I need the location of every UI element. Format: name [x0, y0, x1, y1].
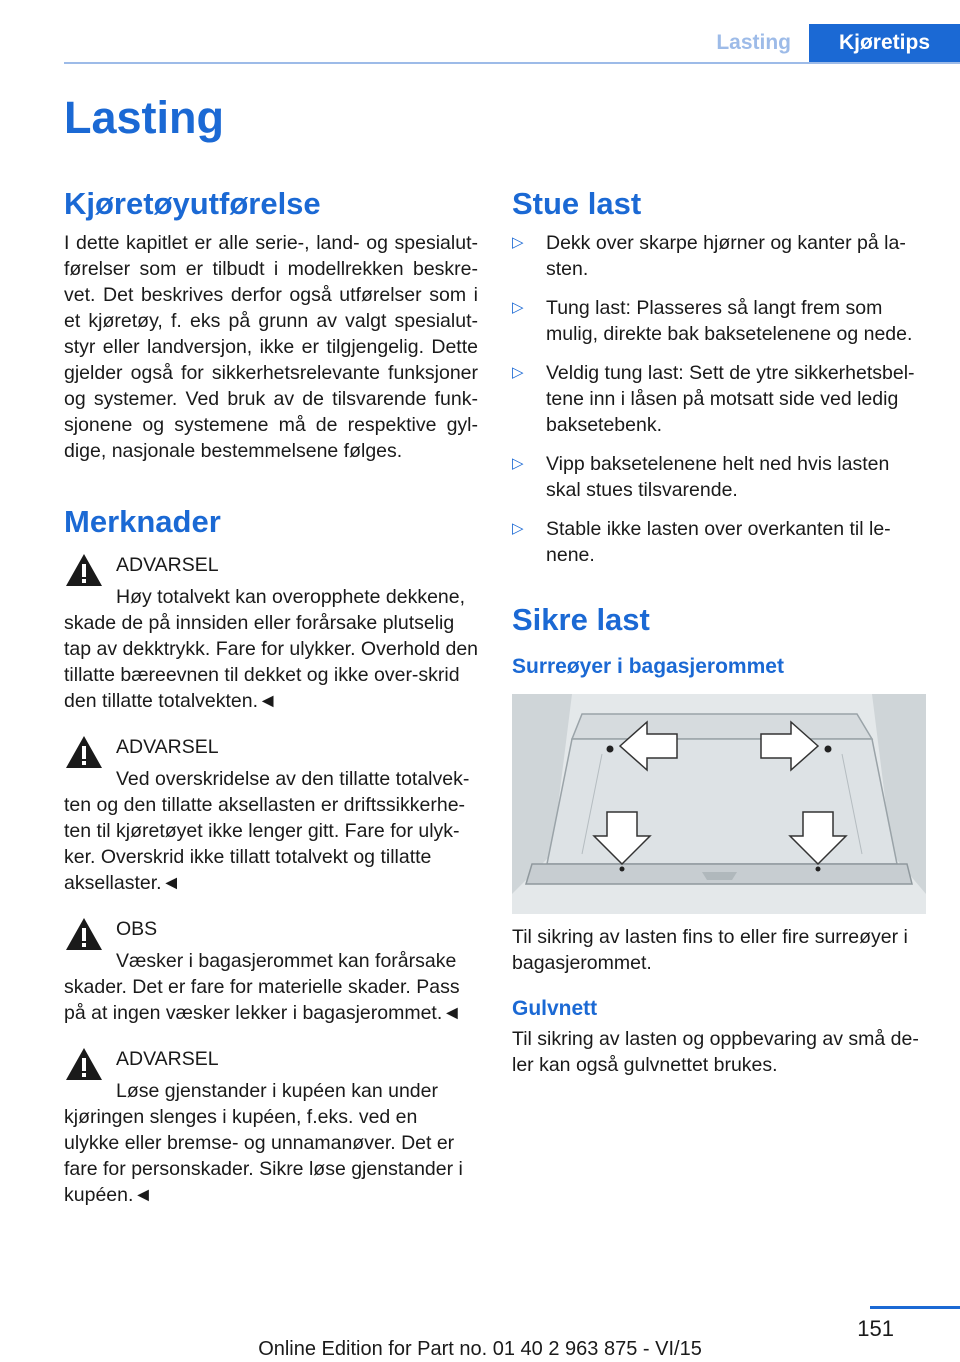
list-item-text: Veldig tung last: Sett de ytre sikkerhetsbel-tene inn i låsen på motsatt side ved ledig baksetebenk.	[546, 362, 915, 436]
left-column	[64, 186, 478, 1228]
warning-label: ADVARSEL	[116, 736, 219, 758]
warning-triangle-icon	[64, 552, 104, 588]
tab-kjoretips[interactable]: Kjøretips	[809, 24, 960, 62]
footer-divider	[870, 1306, 960, 1309]
page-number: 151	[857, 1316, 894, 1341]
warning-label: ADVARSEL	[116, 1048, 219, 1070]
bullet-triangle-icon: ▷	[512, 364, 524, 381]
warning-label: OBS	[116, 918, 158, 940]
warning-text: Løse gjenstander i kupéen kan under kjøringen slenges i kupéen, f.eks. ved en ulykke eller bremse- og unnamanøver. Det er fare for personskader. Sikre løse gjenstander i kupéen.◄	[64, 1080, 463, 1206]
warning-block-1	[64, 552, 478, 714]
section-text-kjoretoyutforelse: I dette kapitlet er alle serie-, land- og spesialut-førelser som er tilbudt i modellrekken beskre-vet. Det beskrives derfor også utførelser som i et kjøretøy, f. eks på grunn av valgt spesialut-styr eller landversjon, ikke er tilgjengelig. Dette gjelder også for sikkerhetsrelevante funksjoner og systemer. Ved bruk av de tilsvarende funk-sjonene og systemene må de respektive gyl-dige, nasjonale bestemmelsene følges.	[64, 232, 478, 462]
trunk-illustration	[512, 694, 926, 914]
subheading-surreoyer: Surreøyer i bagasjerommet	[512, 655, 784, 678]
warning-text: Høy totalvekt kan overopphete dekkene, skade de på innsiden eller forårsake plutselig tap av dekktrykk. Fare for ulykker. Overhold den tillatte bæreevnen til dekket og ikke over-skrid den tillatte totalvekten.◄	[64, 586, 479, 712]
warning-block-3	[64, 916, 478, 1026]
list-item-text: Vipp baksetelenene helt ned hvis lasten skal stues tilsvarende.	[546, 453, 890, 501]
section-heading-stue-last: Stue last	[512, 186, 642, 221]
section-heading-sikre-last: Sikre last	[512, 602, 650, 637]
subheading-gulvnett: Gulvnett	[512, 997, 598, 1020]
bullet-triangle-icon: ▷	[512, 455, 524, 472]
warning-block-4	[64, 1046, 478, 1208]
warning-triangle-icon	[64, 1046, 104, 1082]
warning-triangle-icon	[64, 916, 104, 952]
warning-block-2	[64, 734, 478, 896]
bullet-triangle-icon: ▷	[512, 520, 524, 537]
section-heading-merknader: Merknader	[64, 504, 221, 539]
figure-caption: Til sikring av lasten fins to eller fire surreøyer i bagasjerommet.	[512, 926, 908, 974]
bullet-list	[512, 230, 926, 568]
list-item	[512, 451, 926, 503]
section-heading-kjoretoyutforelse: Kjøretøyutførelse	[64, 186, 321, 221]
bullet-triangle-icon: ▷	[512, 299, 524, 316]
bullet-triangle-icon: ▷	[512, 234, 524, 251]
list-item	[512, 295, 926, 347]
footer-edition: Online Edition for Part no. 01 40 2 963 875 - VI/15	[258, 1338, 702, 1360]
warning-text: Ved overskridelse av den tillatte totalvek-ten og den tillatte aksellasten er driftssikkerhe-ten til kjøretøyet ikke lenger gitt. Fare for ulyk-ker. Overskrid ikke tillatt totalvekt og tillatte aksellaster.◄	[64, 768, 470, 894]
list-item	[512, 230, 926, 282]
list-item-text: Tung last: Plasseres så langt frem som mulig, direkte bak baksetelenene og nede.	[546, 297, 913, 345]
list-item-text: Dekk over skarpe hjørner og kanter på la-sten.	[546, 232, 906, 280]
header-divider	[64, 62, 960, 64]
list-item	[512, 516, 926, 568]
list-item-text: Stable ikke lasten over overkanten til le-nene.	[546, 518, 891, 566]
page-title: Lasting	[64, 92, 225, 143]
list-item	[512, 360, 926, 438]
header-tabs	[698, 24, 960, 62]
tab-lasting[interactable]: Lasting	[698, 24, 809, 62]
warning-label: ADVARSEL	[116, 554, 219, 576]
warning-text: Væsker i bagasjerommet kan forårsake skader. Det er fare for materielle skader. Pass på at ingen væsker lekker i bagasjerommet.◄	[64, 950, 462, 1024]
section-text-gulvnett: Til sikring av lasten og oppbevaring av små de-ler kan også gulvnettet brukes.	[512, 1028, 919, 1076]
right-column	[512, 186, 926, 1078]
warning-triangle-icon	[64, 734, 104, 770]
